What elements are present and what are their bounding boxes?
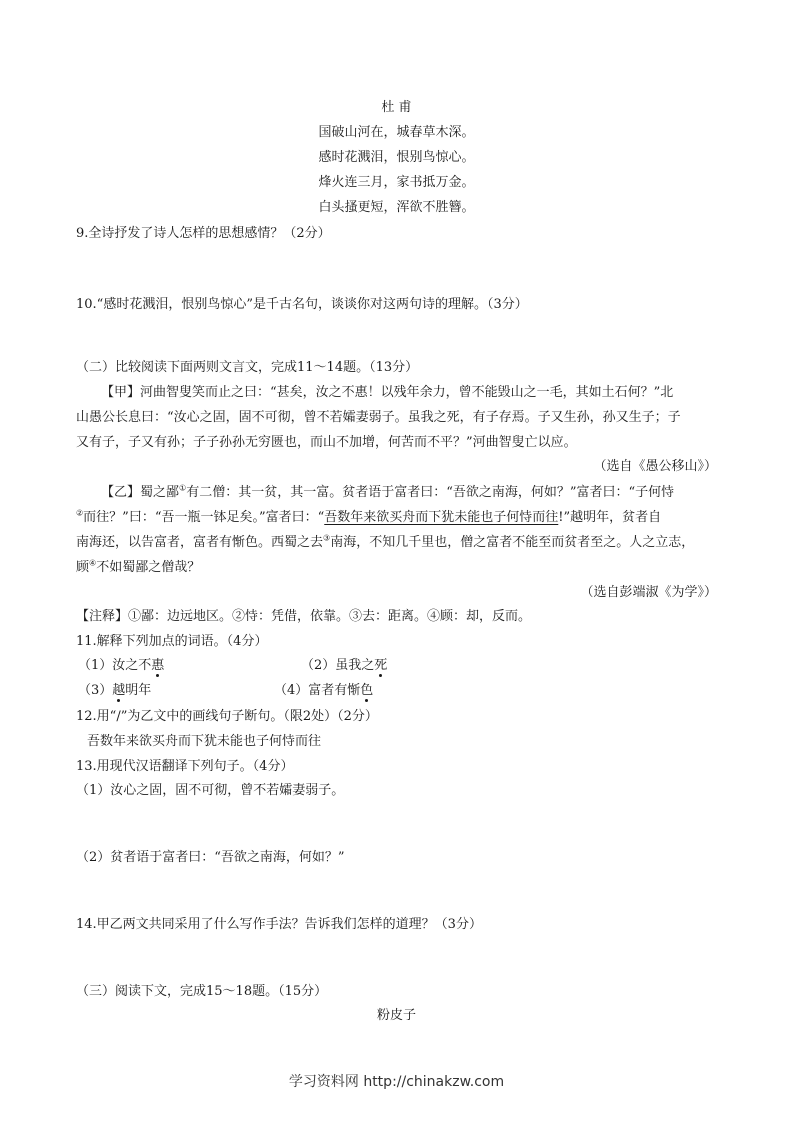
q11-item-2-dotted: 死 bbox=[374, 658, 388, 673]
passage-yi-line-3 bbox=[76, 534, 694, 552]
q13-sentence-1: （1）汝心之固，固不可彻，曾不若孀妻弱子。 bbox=[76, 783, 345, 798]
yi-l2-b: !”越明年，贫者自 bbox=[558, 510, 662, 525]
passage-jia-line-1: 【甲】河曲智叟笑而止之曰：“甚矣，汝之不惠！以残年余力，曾不能毁山之一毛，其如土石何？”北 bbox=[101, 385, 674, 400]
passage-jia-line-2: 山愚公长息曰：“汝心之固，固不可彻，曾不若孀妻弱子。虽我之死，有子存焉。子又生孙，孙又生子；子 bbox=[76, 410, 681, 425]
passage-yi-line-4 bbox=[76, 559, 200, 577]
q11-item-4 bbox=[274, 682, 373, 700]
question-9: 9.全诗抒发了诗人怎样的思想感情？（2分） bbox=[76, 226, 331, 241]
poem-line-3: 烽火连三月，家书抵万金。 bbox=[318, 175, 475, 190]
section-3-title: 粉皮子 bbox=[376, 1008, 416, 1023]
passage-yi-line-2 bbox=[76, 509, 661, 527]
passage-yi-source: （选自彭端淑《为学》） bbox=[580, 585, 717, 600]
passage-yi-line-1 bbox=[101, 484, 674, 502]
q12-sentence: 吾数年来欲买舟而下犹未能也子何恃而往 bbox=[87, 734, 322, 749]
question-13: 13.用现代汉语翻译下列句子。（4分） bbox=[76, 759, 294, 774]
q11-item-2 bbox=[301, 657, 387, 675]
yi-l4-b: 不如蜀鄙之僧哉？ bbox=[96, 560, 201, 575]
yi-l3-a: 南海还，以告富者，富者有惭色。西蜀之去 bbox=[76, 535, 324, 550]
poem-author: 杜 甫 bbox=[381, 100, 412, 115]
note-marker-3: ③ bbox=[323, 533, 331, 543]
q11-item-4-text: （4）富者有惭 bbox=[274, 683, 361, 698]
passage-jia-source: （选自《愚公移山》） bbox=[593, 459, 717, 474]
q11-item-3-text: （3） bbox=[78, 683, 113, 698]
poem-line-4: 白头搔更短，浑欲不胜簪。 bbox=[318, 200, 475, 215]
yi-l1-b: 有二僧：其一贫，其一富。贫者语于富者曰：“吾欲之南海，何如？”富者曰：“子何恃 bbox=[186, 485, 675, 500]
note-marker-1: ① bbox=[179, 483, 187, 493]
notes: 【注释】①鄙：边远地区。②恃：凭借，依靠。③去：距离。④顾：却，反而。 bbox=[76, 609, 532, 624]
yi-l2-a: 而往？”曰：“吾一瓶一钵足矣。”富者曰：“ bbox=[83, 510, 325, 525]
question-11: 11.解释下列加点的词语。（4分） bbox=[76, 634, 268, 649]
q11-item-1-dotted: 惠 bbox=[151, 658, 165, 673]
footer-watermark: 学习资料网 http://chinakzw.com bbox=[288, 1074, 505, 1090]
question-14: 14.甲乙两文共同采用了什么写作手法？告诉我们怎样的道理？（3分） bbox=[76, 917, 482, 932]
q11-item-3-rest: 明年 bbox=[125, 683, 152, 698]
poem-line-1: 国破山河在，城春草木深。 bbox=[318, 125, 475, 140]
section-2-heading: （二）比较阅读下面两则文言文，完成11～14题。（13分） bbox=[76, 360, 419, 375]
q11-item-4-dotted: 色 bbox=[360, 683, 374, 698]
section-3-heading: （三）阅读下文，完成15～18题。（15分） bbox=[76, 984, 328, 999]
passage-jia-line-3: 又有子，子又有孙；子子孙孙无穷匮也，而山不加增，何苦而不平？”河曲智叟亡以应。 bbox=[76, 435, 577, 450]
yi-l4-a: 顾 bbox=[76, 560, 90, 575]
yi-l1-a: 【乙】蜀之鄙 bbox=[101, 485, 180, 500]
yi-l3-b: 南海，不知几千里也，僧之富者不能至而贫者至之。人之立志， bbox=[330, 535, 695, 550]
question-12: 12.用“/”为乙文中的画线句子断句。（限2处）（2分） bbox=[76, 709, 378, 724]
q13-sentence-2: （2）贫者语于富者曰：“吾欲之南海，何如？” bbox=[76, 850, 345, 865]
q11-item-1-text: （1）汝之不 bbox=[78, 658, 152, 673]
q11-item-3 bbox=[78, 682, 151, 700]
note-marker-2: ② bbox=[76, 508, 84, 518]
q11-item-2-text: （2）虽我之 bbox=[301, 658, 375, 673]
poem-line-2: 感时花溅泪，恨别鸟惊心。 bbox=[318, 150, 475, 165]
q11-item-3-dotted: 越 bbox=[112, 683, 126, 698]
q11-item-1 bbox=[78, 657, 164, 675]
note-marker-4: ④ bbox=[89, 558, 97, 568]
underlined-sentence: 吾数年来欲买舟而下犹未能也子何恃而往 bbox=[324, 510, 559, 525]
question-10: 10.“感时花溅泪，恨别鸟惊心”是千古名句，谈谈你对这两句诗的理解。（3分） bbox=[76, 297, 528, 312]
